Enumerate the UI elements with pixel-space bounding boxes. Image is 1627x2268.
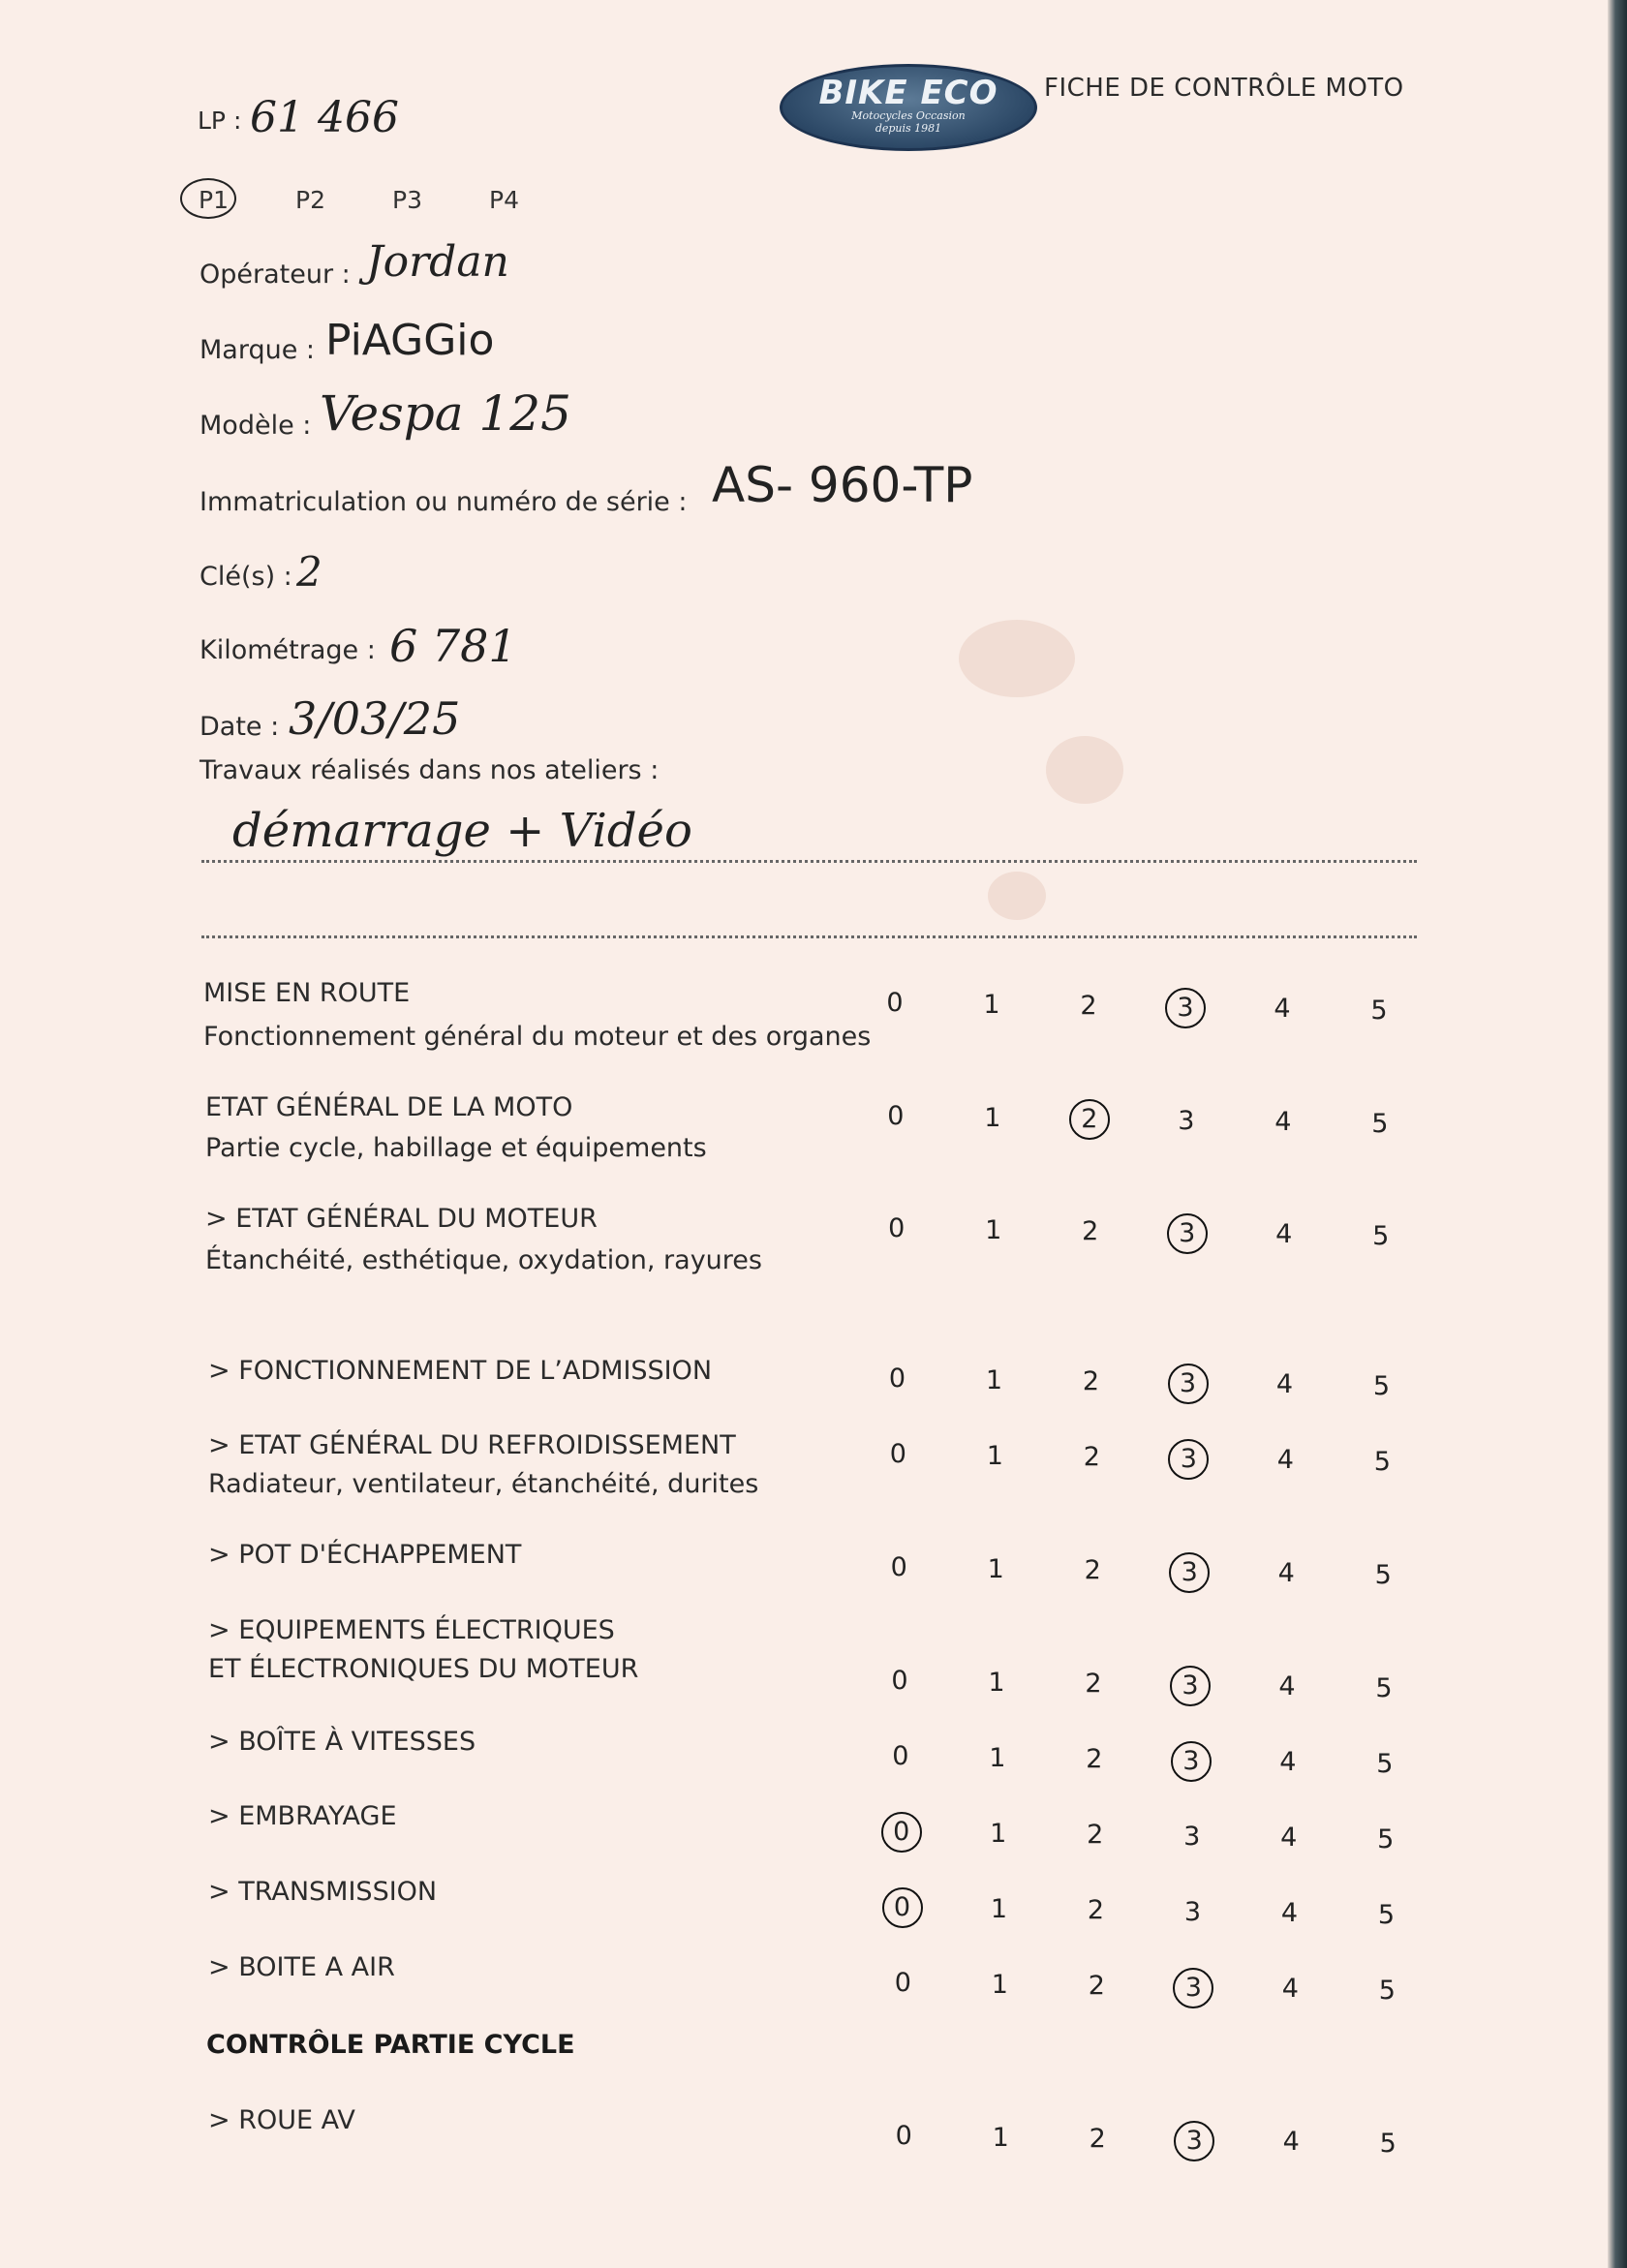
score-option: 2 xyxy=(1089,2124,1106,2154)
criterion-subtitle: Fonctionnement général du moteur et des organes xyxy=(203,1022,872,1052)
score-option: 5 xyxy=(1371,1108,1389,1139)
score-option: 2 xyxy=(1082,1366,1100,1396)
score-option: 5 xyxy=(1376,1748,1394,1779)
score-option: 5 xyxy=(1377,1899,1396,1930)
criterion-title: > BOITE A AIR xyxy=(208,1952,395,1982)
score-option: 3 xyxy=(1182,1745,1200,1776)
travaux-value: démarrage + Vidéo xyxy=(232,804,692,858)
selected-score-circle xyxy=(1165,988,1206,1028)
score-option: 0 xyxy=(890,1552,907,1582)
score-option: 4 xyxy=(1274,994,1291,1024)
date-value: 3/03/25 xyxy=(289,692,461,745)
score-option: 3 xyxy=(1181,1556,1198,1587)
score-option: 5 xyxy=(1372,1220,1390,1251)
score-option: 3 xyxy=(1177,992,1194,1023)
binder-edge xyxy=(1608,0,1627,2268)
score-option: 0 xyxy=(886,988,904,1018)
score-option: 0 xyxy=(893,1892,911,1922)
marque-label: Marque : xyxy=(200,335,316,365)
selected-position-circle xyxy=(180,178,236,219)
score-option: 4 xyxy=(1275,1369,1294,1399)
score-option: 1 xyxy=(987,1553,1004,1584)
criterion-title: > ETAT GÉNÉRAL DU MOTEUR xyxy=(205,1204,598,1234)
criterion-title: > POT D'ÉCHAPPEMENT xyxy=(208,1540,522,1570)
score-option: 5 xyxy=(1374,1559,1392,1590)
selected-score-circle xyxy=(1069,1099,1110,1140)
score-option: 0 xyxy=(889,1439,906,1469)
score-option: 2 xyxy=(1088,1971,1105,2001)
selected-score-circle xyxy=(1173,1968,1213,2008)
score-option: 3 xyxy=(1182,1670,1199,1701)
score-option: 4 xyxy=(1280,1823,1298,1853)
score-option: 1 xyxy=(989,1742,1006,1773)
score-option: 1 xyxy=(986,1440,1003,1471)
lp-value: 61 466 xyxy=(250,93,399,142)
score-option: 5 xyxy=(1379,2128,1397,2159)
score-option: 5 xyxy=(1373,1446,1391,1477)
score-option: 5 xyxy=(1377,1824,1395,1854)
score-option: 4 xyxy=(1280,1898,1299,1928)
paper-stain xyxy=(988,872,1046,920)
selected-score-circle xyxy=(1168,1439,1209,1480)
score-option: 3 xyxy=(1183,1821,1201,1852)
section-title-partie-cycle: CONTRÔLE PARTIE CYCLE xyxy=(206,2030,575,2060)
score-option: 2 xyxy=(1087,1820,1104,1850)
score-option: 0 xyxy=(887,1101,905,1131)
score-option: 1 xyxy=(990,1893,1008,1924)
score-option: 4 xyxy=(1281,1974,1299,2004)
score-option: 2 xyxy=(1084,1555,1101,1585)
logo-tagline-year: depuis 1981 xyxy=(875,122,942,135)
score-option: 0 xyxy=(894,1968,911,1998)
dotted-line xyxy=(201,860,1417,863)
modele-value: Vespa 125 xyxy=(320,385,571,442)
cles-label: Clé(s) : xyxy=(200,562,292,592)
immat-label: Immatriculation ou numéro de série : xyxy=(200,487,688,517)
criterion-subtitle: Radiateur, ventilateur, étanchéité, durites xyxy=(208,1469,759,1499)
document-title: FICHE DE CONTRÔLE MOTO xyxy=(1044,74,1404,103)
score-option: 4 xyxy=(1279,1747,1297,1777)
score-option: 4 xyxy=(1276,1445,1294,1475)
criterion-subtitle: ET ÉLECTRONIQUES DU MOTEUR xyxy=(208,1654,639,1684)
score-option: 3 xyxy=(1185,2125,1203,2156)
score-option: 4 xyxy=(1282,2127,1300,2157)
position-option-p3: P3 xyxy=(392,186,422,214)
logo-tagline: Motocycles Occasion xyxy=(851,109,966,122)
selected-score-circle xyxy=(1174,2121,1214,2161)
score-option: 0 xyxy=(891,1666,908,1696)
score-option: 2 xyxy=(1083,1442,1100,1472)
criterion-title: > FONCTIONNEMENT DE L’ADMISSION xyxy=(208,1356,713,1386)
kilometrage-value: 6 781 xyxy=(389,620,517,672)
criterion-title: > BOÎTE À VITESSES xyxy=(208,1727,476,1757)
cles-value: 2 xyxy=(296,548,322,596)
position-option-p1: P1 xyxy=(199,186,229,214)
operateur-value: Jordan xyxy=(366,237,509,287)
score-option: 5 xyxy=(1372,1370,1391,1401)
criterion-title: > EMBRAYAGE xyxy=(208,1801,397,1831)
logo-brand: BIKE ECO xyxy=(818,74,998,112)
score-option: 3 xyxy=(1180,1443,1197,1474)
marque-value: PiAGGio xyxy=(325,316,495,365)
criterion-title: MISE EN ROUTE xyxy=(203,978,411,1008)
score-option: 4 xyxy=(1277,1558,1295,1588)
score-option: 1 xyxy=(992,2122,1009,2153)
lp-label: LP : xyxy=(198,107,242,135)
criterion-title: > ETAT GÉNÉRAL DU REFROIDISSEMENT xyxy=(208,1430,736,1460)
score-option: 1 xyxy=(988,1667,1005,1698)
position-option-p2: P2 xyxy=(295,186,325,214)
score-option: 4 xyxy=(1274,1107,1292,1137)
score-option: 1 xyxy=(990,1818,1007,1849)
score-option: 4 xyxy=(1278,1671,1296,1701)
kilometrage-label: Kilométrage : xyxy=(200,635,376,665)
selected-score-circle xyxy=(1171,1741,1212,1782)
travaux-label: Travaux réalisés dans nos ateliers : xyxy=(200,755,660,785)
score-option: 0 xyxy=(895,2121,912,2151)
score-option: 3 xyxy=(1178,1105,1195,1136)
score-option: 1 xyxy=(984,1102,1001,1133)
score-option: 5 xyxy=(1370,995,1388,1026)
score-option: 2 xyxy=(1082,1216,1099,1246)
score-option: 3 xyxy=(1179,1217,1196,1248)
paper-stain xyxy=(1046,736,1123,804)
score-option: 2 xyxy=(1086,1744,1103,1774)
selected-score-circle xyxy=(882,1887,923,1928)
score-option: 1 xyxy=(985,1364,1003,1395)
score-option: 5 xyxy=(1375,1672,1393,1703)
score-option: 5 xyxy=(1378,1975,1396,2006)
score-option: 0 xyxy=(893,1817,910,1847)
criterion-title: > ROUE AV xyxy=(208,2105,355,2135)
score-option: 2 xyxy=(1081,1104,1098,1134)
criterion-title: ETAT GÉNÉRAL DE LA MOTO xyxy=(205,1092,573,1122)
criterion-subtitle: Partie cycle, habillage et équipements xyxy=(205,1133,707,1163)
score-option: 1 xyxy=(985,1214,1002,1245)
score-option: 1 xyxy=(983,989,1000,1020)
selected-score-circle xyxy=(1170,1666,1211,1706)
position-option-p4: P4 xyxy=(489,186,519,214)
criterion-title: > EQUIPEMENTS ÉLECTRIQUES xyxy=(208,1615,615,1645)
date-label: Date : xyxy=(200,712,280,742)
criterion-subtitle: Étanchéité, esthétique, oxydation, rayures xyxy=(205,1245,762,1275)
selected-score-circle xyxy=(1168,1364,1209,1404)
score-option: 4 xyxy=(1275,1219,1293,1249)
selected-score-circle xyxy=(881,1812,922,1853)
selected-score-circle xyxy=(1169,1552,1210,1593)
immat-value: AS- 960-TP xyxy=(712,457,973,513)
score-option: 2 xyxy=(1080,991,1097,1021)
bike-eco-logo xyxy=(780,64,1037,151)
score-option: 2 xyxy=(1087,1895,1105,1925)
score-option: 0 xyxy=(888,1213,906,1243)
operateur-label: Opérateur : xyxy=(200,260,351,290)
criterion-title: > TRANSMISSION xyxy=(208,1877,438,1907)
modele-label: Modèle : xyxy=(200,411,312,441)
selected-score-circle xyxy=(1167,1213,1208,1254)
score-option: 2 xyxy=(1085,1669,1102,1699)
score-option: 1 xyxy=(991,1969,1008,2000)
score-option: 3 xyxy=(1183,1896,1202,1927)
score-option: 3 xyxy=(1179,1367,1197,1398)
score-option: 0 xyxy=(888,1364,906,1394)
paper-stain xyxy=(959,620,1075,697)
score-option: 3 xyxy=(1184,1972,1202,2003)
score-option: 0 xyxy=(892,1741,909,1771)
dotted-line xyxy=(201,935,1417,938)
